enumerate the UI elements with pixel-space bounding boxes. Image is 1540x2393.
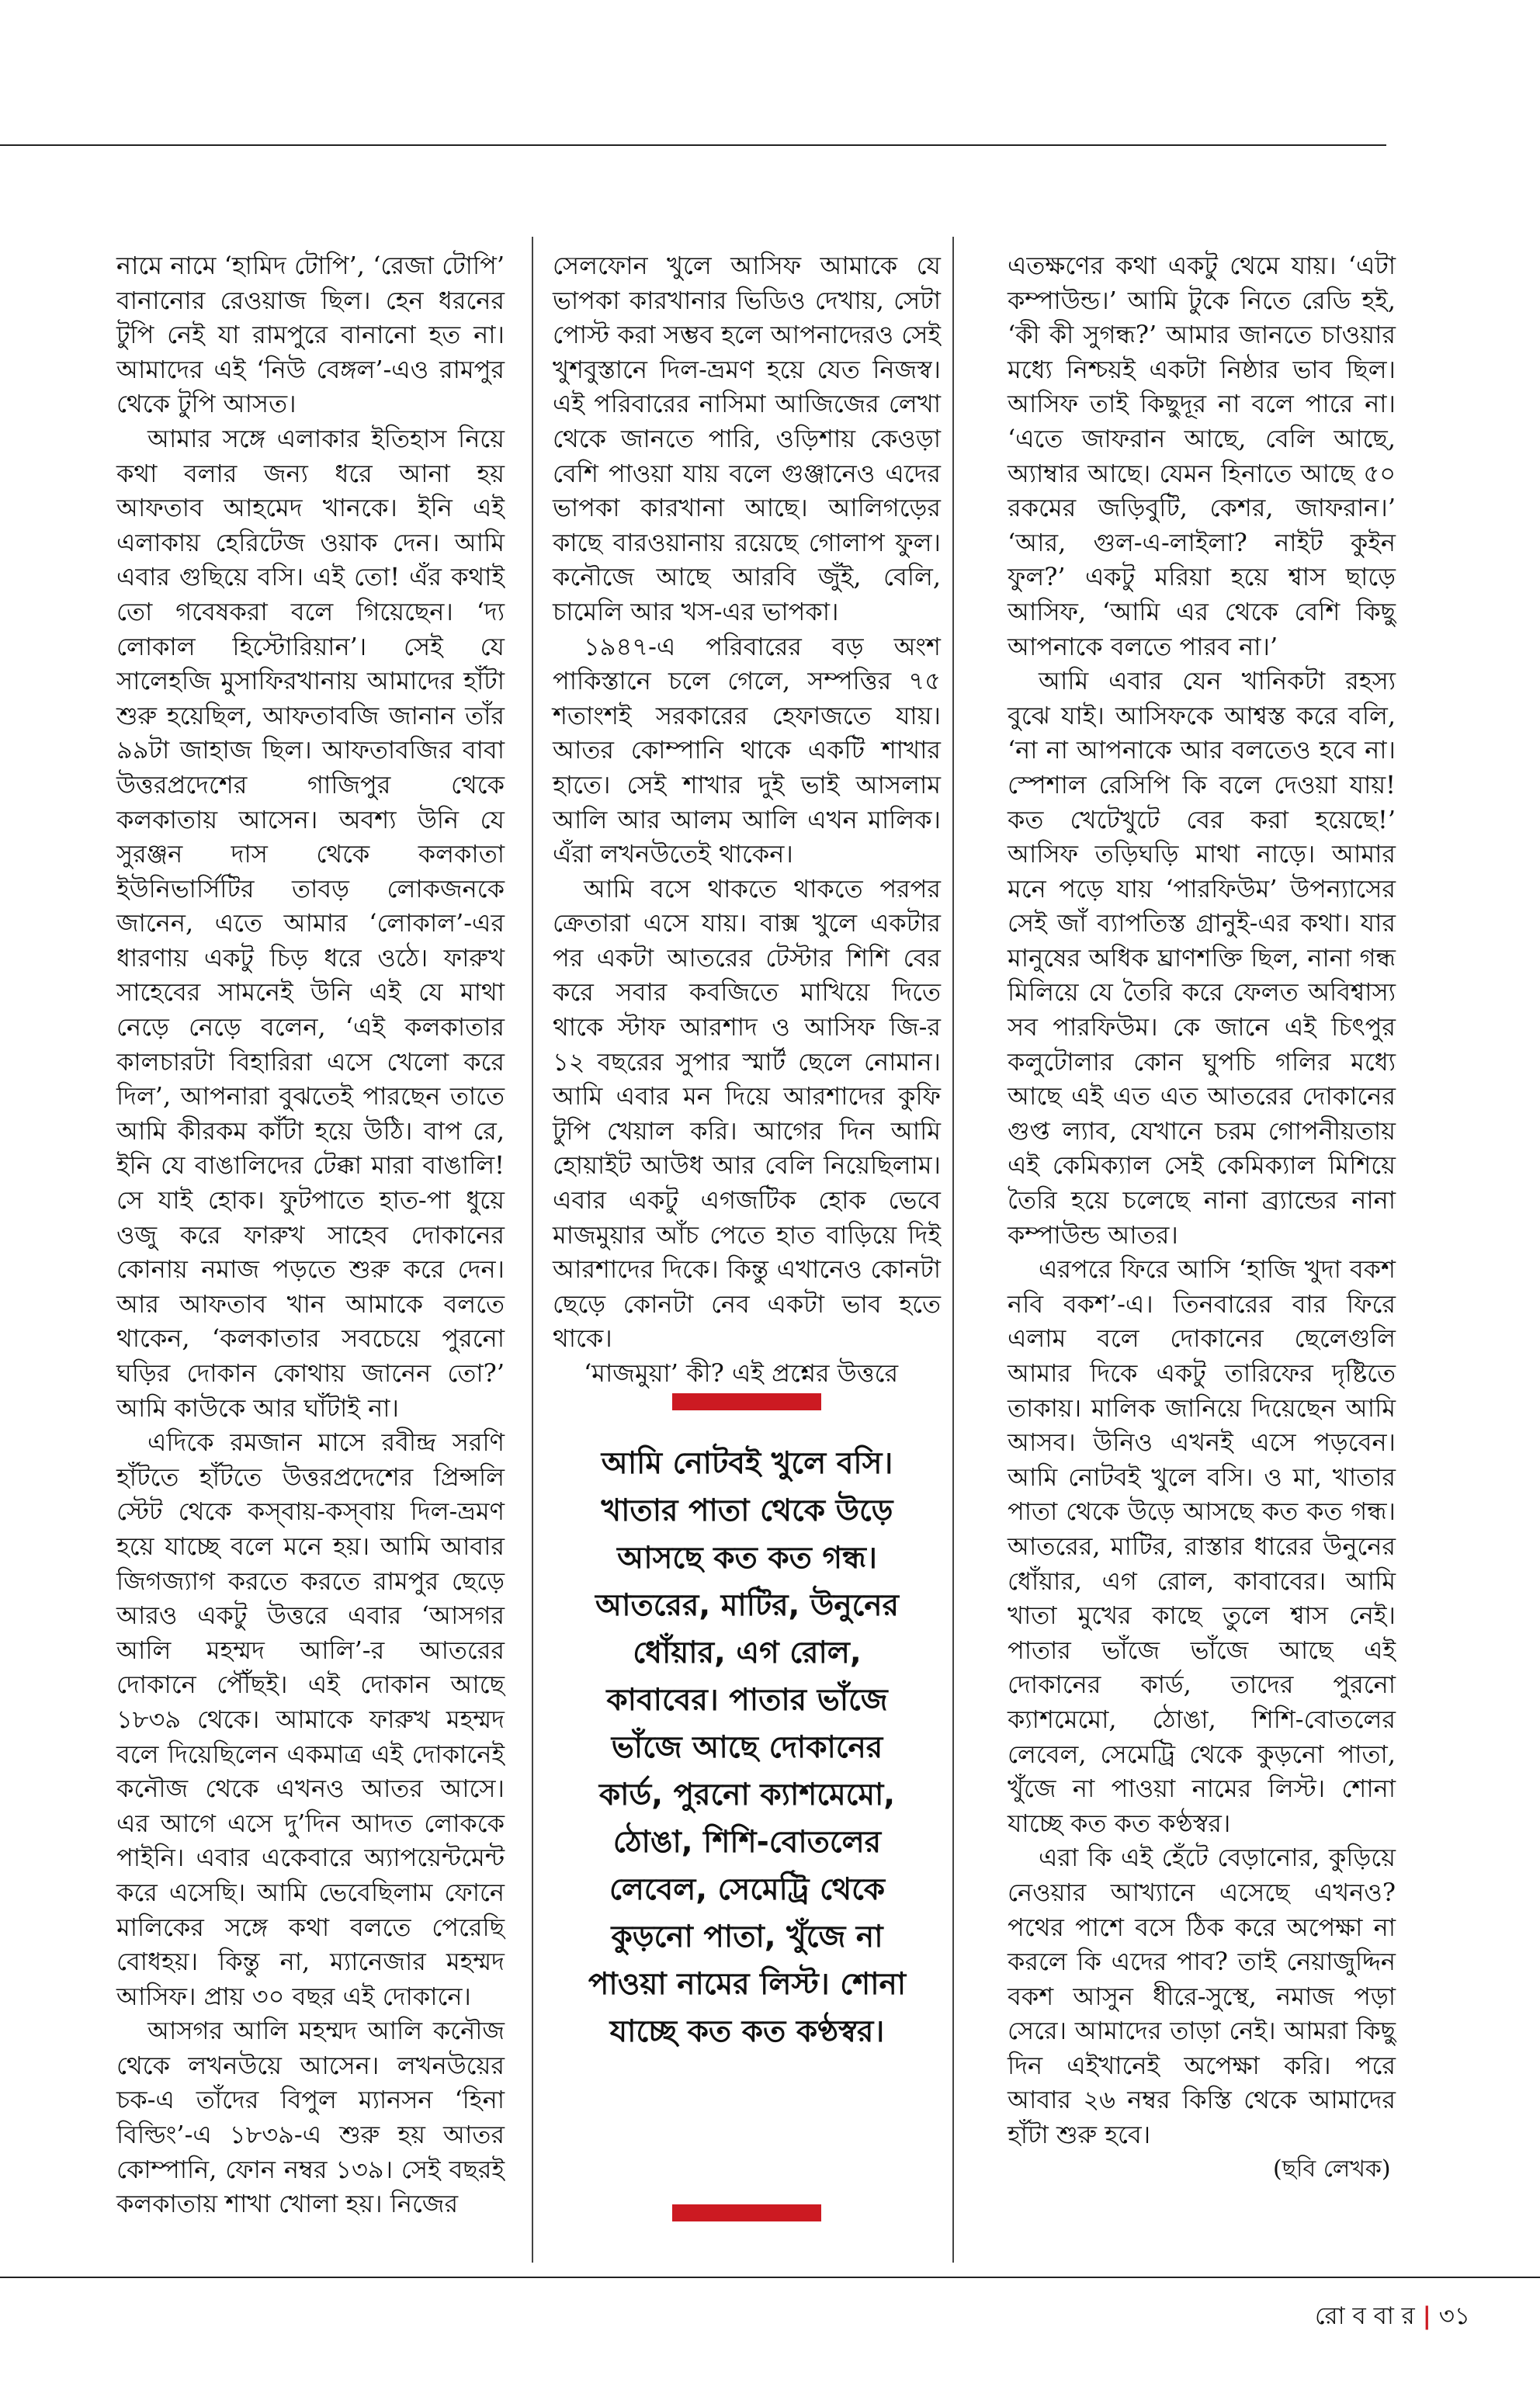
- pull-quote-bottom-bar: [672, 2204, 821, 2221]
- pull-quote-top-bar: [672, 1393, 821, 1410]
- paragraph: এরা কি এই হেঁটে বেড়ানোর, কুড়িয়ে নেওয়ার আখ্যানে এসেছে এখনও? পথের পাশে বসে ঠিক করে অপেক্ষা না করলে কি এদের পাব? তাই নেয়াজুদ্দিন বকশ আসুন ধীরে-সুস্থে, নমাজ পড়া সেরে। আমাদের তাড়া নেই। আমরা কিছু দিন এইখানেই অপেক্ষা করি। পরে আবার ২৬ নম্বর কিস্তি থেকে আমাদের হাঁটা শুরু হবে।: [1008, 1843, 1396, 2150]
- paragraph: সেলফোন খুলে আসিফ আমাকে যে ভাপকা কারখানার ভিডিও দেখায়, সেটা পোস্ট করা সম্ভব হলে আপনাদেরও সেই খুশবুস্তানে দিল-ভ্রমণ হয়ে যেত নিজস্ব। এই পরিবারের নাসিমা আজিজের লেখা থেকে জানতে পারি, ওড়িশায় কেওড়া বেশি পাওয়া যায় বলে গুঞ্জানেও এদের ভাপকা কারখানা আছে। আলিগড়ের কাছে বারওয়ানায় রয়েছে গোলাপ ফুল। কনৌজে আছে আরবি জুঁই, বেলি, চামেলি আর খস-এর ভাপকা।: [553, 251, 941, 626]
- footer-separator: |: [1422, 2302, 1431, 2330]
- paragraph: আমার সঙ্গে এলাকার ইতিহাস নিয়ে কথা বলার জন্য ধরে আনা হয় আফতাব আহমেদ খানকে। ইনি এই এলাকায় হেরিটেজ ওয়াক দেন। আমি এবার গুছিয়ে বসি। এই তো! এঁর কথাই তো গবেষকরা বলে গিয়েছেন। ‘দ্য লোকাল হিস্টোরিয়ান’। সেই যে সালেহজি মুসাফিরখানায় আমাদের হাঁটা শুরু হয়েছিল, আফতাবজি জানান তাঁর ৯৯টা জাহাজ ছিল। আফতাবজির বাবা উত্তরপ্রদেশের গাজিপুর থেকে কলকাতায় আসেন। অবশ্য উনি যে সুরঞ্জন দাস থেকে কলকাতা ইউনিভার্সিটির তাবড় লোকজনকে জানেন, এতে আমার ‘লোকাল’-এর ধারণায় একটু চিড় ধরে ওঠে। ফারুখ সাহেবের সামনেই উনি এই যে মাথা নেড়ে নেড়ে বলেন, ‘এই কলকাতার কালচারটা বিহারিরা এসে খেলো করে দিল’, আপনারা বুঝতেই পারছেন তাতে আমি কীরকম কাঁটা হয়ে উঠি। বাপ রে, ইনি যে বাঙালিদের টেক্কা মারা বাঙালি! সে যাই হোক। ফুটপাতে হাত-পা ধুয়ে ওজু করে ফারুখ সাহেব দোকানের কোনায় নমাজ পড়তে শুরু করে দেন। আর আফতাব খান আমাকে বলতে থাকেন, ‘কলকাতার সবচেয়ে পুরনো ঘড়ির দোকান কোথায় জানেন তো?’ আমি কাউকে আর ঘাঁটাই না।: [116, 423, 505, 1423]
- paragraph: আমি এবার যেন খানিকটা রহস্য বুঝে যাই। আসিফকে আশ্বস্ত করে বলি, ‘না না আপনাকে আর বলতেও হবে না। স্পেশাল রেসিপি কি বলে দেওয়া যায়! কত খেটেখুটে বের করা হয়েছে!’ আসিফ তড়িঘড়ি মাথা নাড়ে। আমার মনে পড়ে যায় ‘পারফিউম’ উপন্যাসের সেই জাঁ ব্যাপতিস্ত গ্রানুই-এর কথা। যার মানুষের অধিক ঘ্রাণশক্তি ছিল, নানা গন্ধ মিলিয়ে যে তৈরি করে ফেলত অবিশ্বাস্য সব পারফিউম। কে জানে এই চিৎপুর কলুটোলার কোন ঘুপচি গলির মধ্যে আছে এই এত এত আতরের দোকানের গুপ্ত ল্যাব, যেখানে চরম গোপনীয়তায় এই কেমিক্যাল সেই কেমিক্যাল মিশিয়ে তৈরি হয়ে চলেছে নানা ব্র্যান্ডের নানা কম্পাউন্ড আতর।: [1008, 666, 1396, 1250]
- column-divider: [952, 237, 954, 2263]
- article-column-3: [1008, 248, 1396, 2152]
- article-column-2: [553, 248, 941, 1391]
- photo-credit: (ছবি লেখক): [1273, 2155, 1391, 2183]
- paragraph: আসগর আলি মহম্মদ আলি কনৌজ থেকে লখনউয়ে আসেন। লখনউয়ের চক-এ তাঁদের বিপুল ম্যানসন ‘হিনা বিল্ডিং’-এ ১৮৩৯-এ শুরু হয় আতর কোম্পানি, ফোন নম্বর ১৩৯। সেই বছরই কলকাতায় শাখা খোলা হয়। নিজের: [116, 2016, 505, 2219]
- column-divider: [532, 237, 533, 2263]
- paragraph: ১৯৪৭-এ পরিবারের বড় অংশ পাকিস্তানে চলে গেলে, সম্পত্তির ৭৫ শতাংশই সরকারের হেফাজতে যায়। আতর কোম্পানি থাকে একটি শাখার হাতে। সেই শাখার দুই ভাই আসলাম আলি আর আলম আলি এখন মালিক। এঁরা লখনউতেই থাকেন।: [553, 631, 941, 869]
- paragraph: এরপরে ফিরে আসি ‘হাজি খুদা বকশ নবি বকশ’-এ। তিনবারের বার ফিরে এলাম বলে দোকানের ছেলেগুলি আমার দিকে একটু তারিফের দৃষ্টিতে তাকায়। মালিক জানিয়ে দিয়েছেন আমি আসব। উনিও এখনই এসে পড়বেন। আমি নোটবই খুলে বসি। ও মা, খাতার পাতা থেকে উড়ে আসছে কত কত গন্ধ। আতরের, মাটির, রাস্তার ধারের উনুনের ধোঁয়ার, এগ রোল, কাবাবের। আমি খাতা মুখের কাছে তুলে শ্বাস নেই। পাতার ভাঁজে ভাঁজে আছে এই দোকানের কার্ড, তাদের পুরনো ক্যাশমেমো, ঠোঙা, শিশি-বোতলের লেবেল, সেমেট্রি থেকে কুড়নো পাতা, খুঁজে না পাওয়া নামের লিস্ট। শোনা যাচ্ছে কত কত কণ্ঠস্বর।: [1008, 1254, 1396, 1838]
- page-footer: [1315, 2298, 1470, 2338]
- article-column-1: [116, 248, 505, 2221]
- paragraph: ‘মাজমুয়া’ কী? এই প্রশ্নের উত্তরে: [584, 1358, 899, 1388]
- paragraph: এদিকে রমজান মাসে রবীন্দ্র সরণি হাঁটতে হাঁটতে উত্তরপ্রদেশের প্রিন্সলি স্টেট থেকে কস্‌বায়-কস্‌বায় দিল-ভ্রমণ হয়ে যাচ্ছে বলে মনে হয়। আমি আবার জিগজ্যাগ করতে করতে রামপুর ছেড়ে আরও একটু উত্তরে এবার ‘আসগর আলি মহম্মদ আলি’-র আতরের দোকানে পৌঁছই। এই দোকান আছে ১৮৩৯ থেকে। আমাকে ফারুখ মহম্মদ বলে দিয়েছিলেন একমাত্র এই দোকানেই কনৌজ থেকে এখনও আতর আসে। এর আগে এসে দু’দিন আদত লোককে পাইনি। এবার একেবারে অ্যাপয়েন্টমেন্ট করে এসেছি। আমি ভেবেছিলাম ফোনে মালিকের সঙ্গে কথা বলতে পেরেছি বোধহয়। কিন্তু না, ম্যানেজার মহম্মদ আসিফ। প্রায় ৩০ বছর এই দোকানে।: [116, 1427, 505, 2011]
- bottom-rule: [0, 2277, 1540, 2278]
- pull-quote: আমি নোটবই খুলে বসি। খাতার পাতা থেকে উড়ে আসছে কত কত গন্ধ। আতরের, মাটির, উনুনের ধোঁয়ার, এগ রোল, কাবাবের। পাতার ভাঁজে ভাঁজে আছে দোকানের কার্ড, পুরনো ক্যাশমেমো, ঠোঙা, শিশি-বোতলের লেবেল, সেমেট্রি থেকে কুড়নো পাতা, খুঁজে না পাওয়া নামের লিস্ট। শোনা যাচ্ছে কত কত কণ্ঠস্বর।: [588, 1446, 907, 2049]
- paragraph: আমি বসে থাকতে থাকতে পরপর ক্রেতারা এসে যায়। বাক্স খুলে একটার পর একটা আতরের টেস্টার শিশি বের করে সবার কবজিতে মাখিয়ে দিতে থাকে স্টাফ আরশাদ ও আসিফ জি-র ১২ বছরের সুপার স্মার্ট ছেলে নোমান। আমি এবার মন দিয়ে আরশাদের কুফি টুপি খেয়াল করি। আগের দিন আমি হোয়াইট আউধ আর বেলি নিয়েছিলাম। এবার একটু এগজটিক হোক ভেবে মাজমুয়ার আঁচ পেতে হাত বাড়িয়ে দিই আরশাদের দিকে। কিন্তু এখানেও কোনটা ছেড়ে কোনটা নেব একটা ভাব হতে থাকে।: [553, 873, 941, 1354]
- top-rule: [0, 144, 1386, 146]
- paragraph: নামে নামে ‘হামিদ টোপি’, ‘রেজা টোপি’ বানানোর রেওয়াজ ছিল। হেন ধরনের টুপি নেই যা রামপুরে বানানো হত না। আমাদের এই ‘নিউ বেঙ্গল’-এও রামপুর থেকে টুপি আসত।: [116, 251, 505, 419]
- page-number: ৩১: [1438, 2302, 1470, 2330]
- magazine-name: রো ব বা র: [1314, 2302, 1415, 2330]
- paragraph: এতক্ষণের কথা একটু থেমে যায়। ‘এটা কম্পাউন্ড।’ আমি টুকে নিতে রেডি হই, ‘কী কী সুগন্ধ?’ আমার জানতে চাওয়ার মধ্যে নিশ্চয়ই একটা নিষ্ঠার ভাব ছিল। আসিফ তাই কিছুদূর না বলে পারে না। ‘এতে জাফরান আছে, বেলি আছে, অ্যাম্বার আছে। যেমন হিনাতে আছে ৫০ রকমের জড়িবুটি, কেশর, জাফরান।’ ‘আর, গুল-এ-লাইলা? নাইট কুইন ফুল?’ একটু মরিয়া হয়ে শ্বাস ছাড়ে আসিফ, ‘আমি এর থেকে বেশি কিছু আপনাকে বলতে পারব না।’: [1008, 251, 1396, 661]
